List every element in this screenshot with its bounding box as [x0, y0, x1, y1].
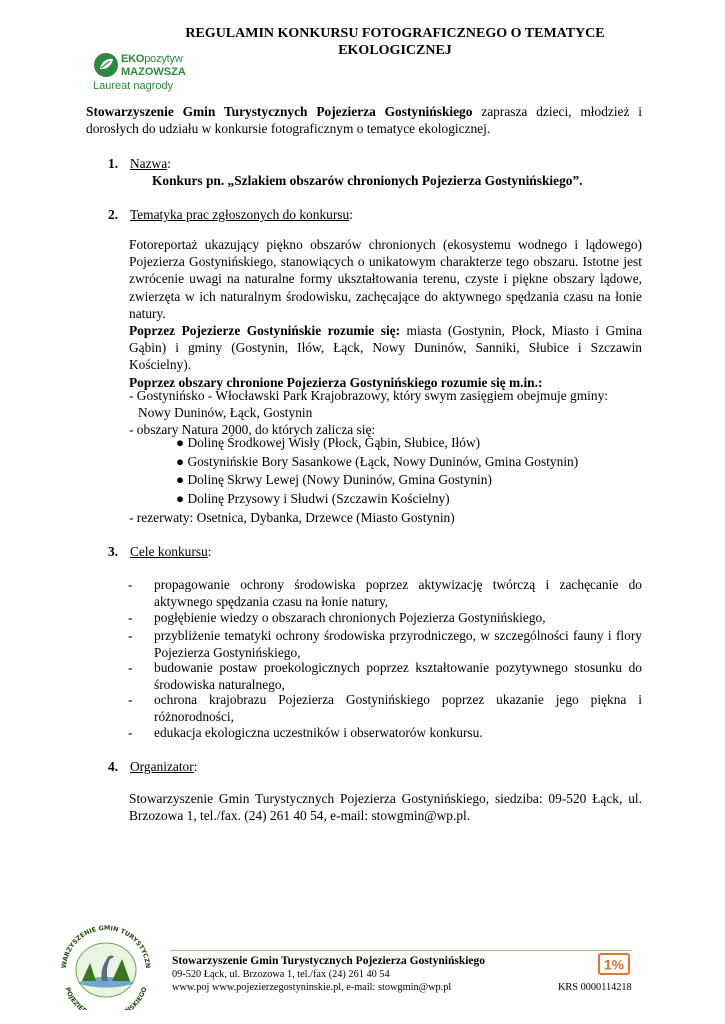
section-4-body: Stowarzyszenie Gmin Turystycznych Pojezierza Gostynińskiego, siedziba: 09-520 Łąck, ul. Brzozowa 1, tel./fax. (24) 261 40 54, e-mail: stowgmin@wp.pl.: [129, 791, 642, 824]
footer-org-name: Stowarzyszenie Gmin Turystycznych Pojezierza Gostynińskiego: [172, 955, 486, 967]
goal-item: - edukacja ekologiczna uczestników i obserwatorów konkursu.: [128, 725, 483, 740]
intro-paragraph: [86, 103, 642, 137]
goal-item: - pogłębienie wiedzy o obszarach chronionych Pojezierza Gostynińskiego,: [128, 610, 546, 625]
section-1-number: 1.: [108, 156, 119, 171]
svg-text:1%: 1%: [603, 956, 625, 973]
protected-areas-list: [129, 387, 642, 439]
footer-web-email: www.poj www.pojezierzegostyninskie.pl, e-mail: stowgmin@wp.pl: [172, 982, 452, 993]
section-1-colon: :: [167, 156, 171, 171]
eko-pozytyw-logo: [93, 50, 203, 95]
eko-logo-line-1: EKOpozytyw: [121, 53, 183, 65]
goal-item: - ochrona krajobrazu Pojezierza Gostynińskiego poprzez ukazanie jego piękna i różnorodności,: [128, 692, 642, 724]
section-2-p2-bold: Poprzez Pojezierze Gostynińskie rozumie się:: [129, 323, 401, 339]
goal-item: - propagowanie ochrony środowiska poprzez aktywizację twórczą i zachęcanie do aktywnego spędzania czasu na łonie natury,: [128, 577, 642, 609]
section-2-paragraph-2: [129, 322, 642, 374]
natura-bullet-list: [176, 434, 578, 508]
section-3-title: Cele konkursu: [130, 544, 208, 559]
rezerwaty-line: - rezerwaty: Osetnica, Dybanka, Drzewce (Miasto Gostynin): [129, 510, 455, 525]
footer-address: 09-520 Łąck, ul. Brzozowa 1, tel./fax (24) 261 40 54: [172, 969, 390, 980]
intro-text: zaprasza dzieci, młodzież i dorosłych do udziału w konkursie fotograficznym o tematyce ekologicznej.: [86, 104, 642, 137]
title-line-2: EKOLOGICZNEJ: [338, 43, 452, 58]
section-2-paragraph-3: Poprzez obszary chronione Pojezierza Gostynińskiego rozumie się m.in.:: [129, 374, 543, 390]
section-4-heading: [108, 758, 197, 775]
eko-logo-line-3: Laureat nagrody: [93, 80, 174, 92]
section-4-colon: :: [193, 759, 198, 774]
goal-item: - budowanie postaw proekologicznych poprzez kształtowanie pozytywnego stosunku do środowiska naturalnego,: [128, 660, 642, 692]
intro-org-name: Stowarzyszenie Gmin Turystycznych Pojezierza Gostynińskiego: [86, 104, 473, 119]
list-item: ● Dolinę Środkowej Wisły (Płock, Gąbin, Słubice, Iłów): [176, 435, 481, 450]
section-2-paragraph-1: Fotoreportaż ukazujący piękno obszarów chronionych (ekosystemu wodnego i lądowego) Pojezierza Gostynińskiego, stanowiących o unikatowym charakterze tego obszaru. Istotne jest zwrócenie uwagi na naturalne formy ukształtowania terenu, czyste i piękne obszary lądowe, zwierzęta w ich naturalnym środowisku, zachęcające do aktywnego spędzania czasu na łonie natury.: [129, 237, 642, 321]
list-item: ● Dolinę Skrwy Lewej (Nowy Duninów, Gmina Gostynin): [176, 472, 492, 488]
association-logo: [52, 915, 160, 1010]
one-percent-icon: [598, 953, 630, 975]
section-1-title: Nazwa: [130, 156, 168, 171]
section-4-title: Organizator: [130, 759, 194, 774]
section-2-title: Tematyka prac zgłoszonych do konkursu: [130, 207, 350, 222]
footer-divider: [170, 950, 632, 951]
leaf-icon: [93, 52, 119, 78]
park-line-2: Nowy Duninów, Łąck, Gostynin: [138, 405, 313, 421]
section-2-p2-text: miasta (Gostynin, Płock, Miasto i Gmina Gąbin) i gminy (Gostynin, Iłów, Łąck, Nowy Duninów, Sanniki, Słubice i Szczawin Kościelny).: [129, 323, 642, 373]
section-2-content: [129, 236, 642, 391]
section-3-number: 3.: [108, 544, 119, 559]
document-title: [130, 25, 660, 59]
section-3-heading: [108, 543, 211, 560]
natura-line: - obszary Natura 2000, do których zalicza się:: [129, 422, 376, 438]
section-2-heading: [108, 206, 353, 223]
title-line-1: REGULAMIN KONKURSU FOTOGRAFICZNEGO O TEMATYCE: [185, 26, 605, 41]
eko-logo-line-2: MAZOWSZA: [121, 66, 186, 78]
section-3-colon: :: [207, 544, 212, 559]
section-2-number: 2.: [108, 207, 119, 222]
section-1-body: Konkurs pn. „Szlakiem obszarów chronionych Pojezierza Gostynińskiego”.: [152, 173, 583, 188]
footer-krs: KRS 0000114218: [558, 982, 632, 993]
park-line-1: - Gostynińsko - Włocławski Park Krajobrazowy, który swym zasięgiem obejmuje gminy:: [129, 388, 608, 403]
goal-item: - przybliżenie tematyki ochrony środowiska przyrodniczego, w szczególności fauny i flory Pojezierza Gostynińskiego,: [128, 628, 642, 660]
list-item: ● Dolinę Przysowy i Słudwi (Szczawin Kościelny): [176, 490, 450, 506]
section-2-colon: :: [349, 207, 353, 222]
svg-text:STOWARZYSZENIE GMIN TURYSTYCZN: WARZYSZENIE GMIN TURYSTYCZN: [59, 923, 153, 969]
list-item: ● Gostynińskie Bory Sasankowe (Łąck, Nowy Duninów, Gmina Gostynin): [176, 453, 579, 469]
section-4-number: 4.: [108, 759, 119, 774]
section-1-heading: [108, 155, 171, 172]
svg-text:POJEZIERZA GOSTYNIŃSKIEGO: POJEZIE SKIEGO: [63, 986, 149, 1010]
